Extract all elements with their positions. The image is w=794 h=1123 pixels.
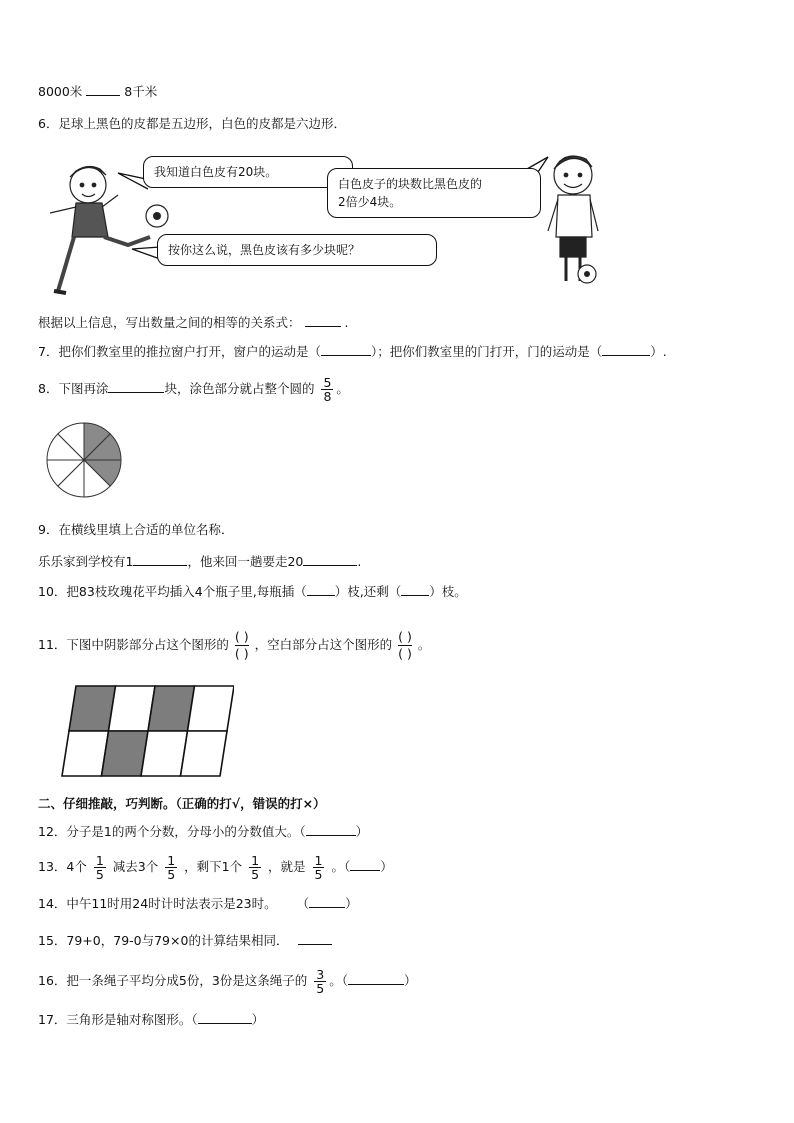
left-boy-icon [50, 166, 150, 293]
answer-fraction-blank[interactable]: ( ) ( ) [398, 629, 412, 661]
question-12: 12．分子是1的两个分数，分母小的分数值大。（ ） [38, 824, 369, 839]
left-value: 8000米 [38, 84, 83, 99]
answer-blank[interactable] [309, 894, 345, 908]
right-value: 8千米 [124, 84, 158, 99]
grid-cell [62, 731, 109, 776]
answer-blank[interactable] [303, 552, 357, 566]
answer-blank[interactable] [108, 379, 164, 393]
answer-blank[interactable] [307, 582, 335, 596]
grid-cell-shaded [148, 686, 195, 731]
fraction-one-fifth: $\frac{1}{5}$ [167, 853, 176, 882]
soccer-ball-left-icon [146, 205, 168, 227]
answer-blank[interactable] [321, 342, 371, 356]
question-10: 10．把83枝玫瑰花平均插入4个瓶子里,每瓶插（ ）枝,还剩（ ）枝。 [38, 584, 467, 599]
question-15: 15．79+0，79-0与79×0的计算结果相同． [38, 931, 332, 950]
fraction-one-fifth: $\frac{1}{5}$ [314, 853, 323, 882]
question-14: 14．中午11时用24时计时法表示是23时。 （ ） [38, 896, 358, 911]
answer-blank[interactable] [86, 82, 120, 96]
grid-cell [109, 686, 156, 731]
question-9-sub: 乐乐家到学校有1 ，他来回一趟要走20 . [38, 554, 362, 569]
question-17: 17．三角形是轴对称图形。（ ） [38, 1012, 265, 1027]
answer-blank[interactable] [348, 971, 404, 985]
fraction-five-eighths: $\frac{5}{8}$ [323, 375, 332, 404]
grid-cell-shaded [102, 731, 149, 776]
question-7: 7．把你们教室里的推拉窗户打开，窗户的运动是（ ）；把你们教室里的门打开，门的运动是（ ）. [38, 344, 667, 359]
answer-blank[interactable] [298, 931, 332, 945]
answer-blank[interactable] [350, 857, 380, 871]
question-6-followup: 根据以上信息，写出数量之间的相等的关系式： . [38, 315, 349, 330]
grid-cell [188, 686, 235, 731]
answer-blank[interactable] [305, 313, 341, 327]
answer-blank[interactable] [306, 822, 356, 836]
parallelogram-grid [44, 682, 234, 782]
soccer-ball-right-icon [578, 265, 596, 283]
fraction-one-fifth: $\frac{1}{5}$ [95, 853, 104, 882]
pie-diagram [44, 420, 124, 500]
fraction-three-fifths: $\frac{3}{5}$ [316, 967, 325, 996]
speech-bubble-2: 白色皮子的块数比黑色皮的 2倍少4块。 [327, 168, 541, 218]
grid-cell [181, 731, 228, 776]
question-13: 13．4个 $\frac{1}{5}$ 减去3个 $\frac{1}{5}$ ，剩下1个 $\frac{1}{5}$ ，就是 $\frac{1}{5}$ 。（ ） [38, 853, 393, 882]
answer-blank[interactable] [401, 582, 429, 596]
question-9: 9．在横线里填上合适的单位名称． [38, 522, 234, 537]
question-8: 8．下图再涂 块，涂色部分就占整个圆的 $\frac{5}{8}$ 。 [38, 375, 349, 404]
answer-blank[interactable] [198, 1010, 252, 1024]
answer-blank[interactable] [602, 342, 650, 356]
speech-bubble-1: 我知道白色皮有20块。 [143, 156, 353, 188]
grid-cell-shaded [69, 686, 116, 731]
question-11: 11．下图中阴影部分占这个图形的 ( ) ( ) ，空白部分占这个图形的 ( ) ( ) 。 [38, 629, 431, 661]
question-16: 16．把一条绳子平均分成5份，3份是这条绳子的 $\frac{3}{5}$ 。（ ） [38, 967, 417, 996]
unit-compare-line [38, 82, 157, 101]
right-boy-icon [548, 156, 598, 281]
fraction-one-fifth: $\frac{1}{5}$ [251, 853, 260, 882]
question-6: 6．足球上黑色的皮都是五边形，白色的皮都是六边形． [38, 116, 346, 131]
section-2-heading: 二、仔细推敲，巧判断。（正确的打√，错误的打×） [38, 796, 326, 811]
grid-cell [141, 731, 188, 776]
answer-fraction-shaded[interactable]: ( ) ( ) [234, 629, 249, 661]
answer-blank[interactable] [133, 552, 187, 566]
speech-bubble-3: 按你这么说，黑色皮该有多少块呢？ [157, 234, 437, 266]
